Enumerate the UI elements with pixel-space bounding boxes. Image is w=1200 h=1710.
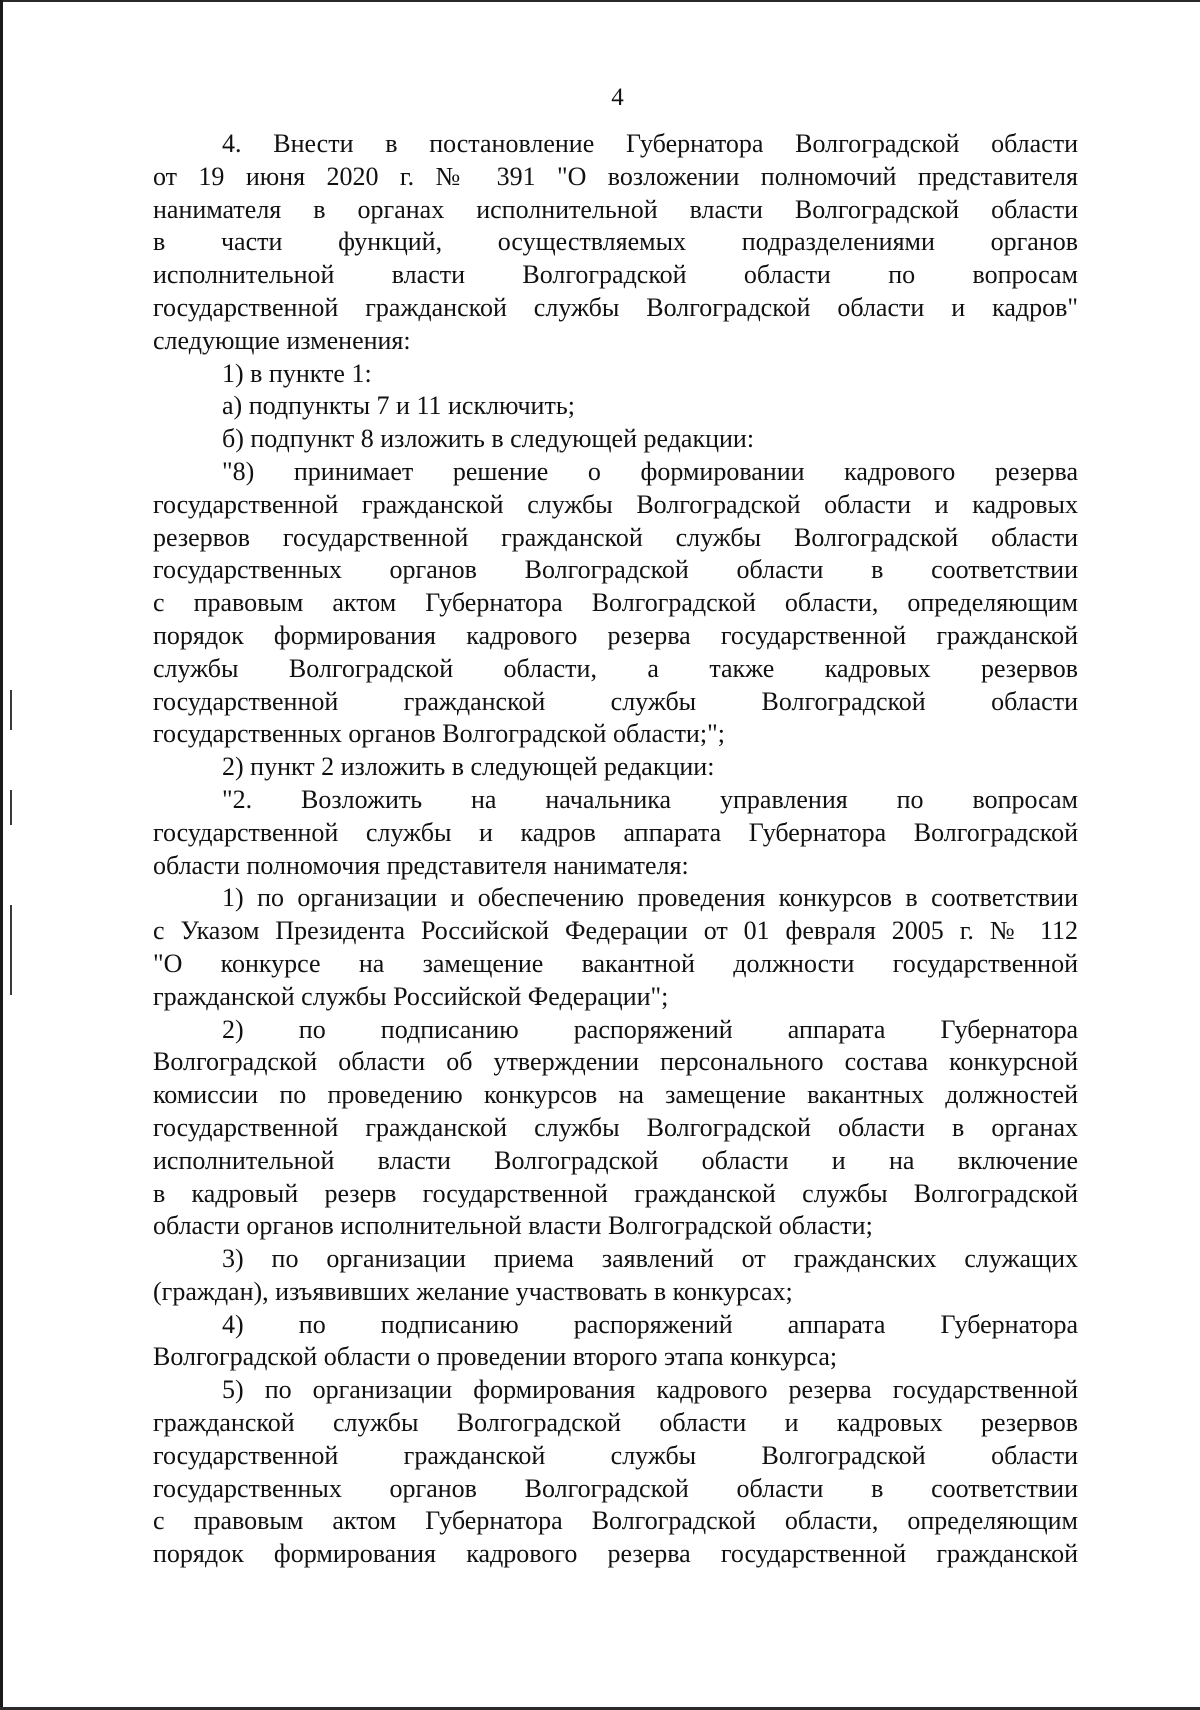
scan-artifact: [10, 905, 12, 995]
scan-edge-left: [0, 0, 3, 1710]
paragraph-line: исполнительной власти Волгоградской области и на включение: [153, 1145, 1078, 1175]
page-number: 4: [611, 84, 624, 111]
paragraph-line: порядок формирования кадрового резерва государственной гражданской: [153, 1539, 1078, 1569]
paragraph-line: 1) в пункте 1:: [222, 358, 372, 388]
scan-edge-top: [0, 0, 1200, 2]
paragraph-line: с Указом Президента Российской Федерации от 01 февраля 2005 г. № 112: [153, 916, 1078, 946]
paragraph-line: государственных органов Волгоградской области;";: [153, 719, 725, 749]
paragraph-line: порядок формирования кадрового резерва государственной гражданской: [153, 620, 1078, 650]
paragraph-line: 5) по организации формирования кадрового резерва государственной: [222, 1375, 1078, 1405]
paragraph-line: 4) по подписанию распоряжений аппарата Губернатора: [222, 1309, 1078, 1339]
scan-artifact: [10, 790, 12, 825]
paragraph-line: с правовым актом Губернатора Волгоградской области, определяющим: [153, 588, 1078, 618]
paragraph-line: исполнительной власти Волгоградской области по вопросам: [153, 260, 1078, 290]
paragraph-line: б) подпункт 8 изложить в следующей редакции:: [222, 424, 755, 454]
paragraph-line: государственной гражданской службы Волгоградской области в органах: [153, 1112, 1078, 1142]
paragraph-line: 4. Внести в постановление Губернатора Волгоградской области: [222, 129, 1078, 158]
document-body: [153, 128, 1078, 1571]
paragraph-line: государственной гражданской службы Волгоградской области: [153, 686, 1078, 716]
paragraph-line: Волгоградской области о проведении второго этапа конкурса;: [153, 1342, 838, 1372]
paragraph-line: (граждан), изъявивших желание участвовать в конкурсах;: [153, 1276, 793, 1306]
paragraph-line: комиссии по проведению конкурсов на замещение вакантных должностей: [153, 1080, 1078, 1110]
paragraph-line: 2) по подписанию распоряжений аппарата Губернатора: [222, 1014, 1078, 1044]
paragraph-line: в части функций, осуществляемых подразделениями органов: [153, 227, 1078, 257]
paragraph-line: государственных органов Волгоградской области в соответствии: [153, 555, 1078, 585]
paragraph-line: 3) по организации приема заявлений от гражданских служащих: [222, 1244, 1078, 1274]
paragraph-line: государственной службы и кадров аппарата Губернатора Волгоградской: [153, 817, 1078, 847]
paragraph-line: "2. Возложить на начальника управления по вопросам: [222, 784, 1078, 814]
scan-artifact: [10, 690, 12, 730]
paragraph-line: службы Волгоградской области, а также кадровых резервов: [153, 653, 1078, 683]
paragraph-line: нанимателя в органах исполнительной власти Волгоградской области: [153, 194, 1078, 224]
paragraph-line: 2) пункт 2 изложить в следующей редакции:: [222, 752, 715, 782]
paragraph-line: гражданской службы Волгоградской области и кадровых резервов: [153, 1408, 1078, 1438]
paragraph-line: государственной гражданской службы Волгоградской области: [153, 1440, 1078, 1470]
paragraph-line: гражданской службы Российской Федерации";: [153, 981, 669, 1011]
paragraph-line: Волгоградской области об утверждении персонального состава конкурсной: [153, 1047, 1078, 1077]
paragraph-line: государственной гражданской службы Волгоградской области и кадровых: [153, 489, 1078, 519]
paragraph-line: а) подпункты 7 и 11 исключить;: [222, 391, 575, 421]
paragraph-line: в кадровый резерв государственной гражданской службы Волгоградской: [153, 1178, 1078, 1208]
paragraph-line: "О конкурсе на замещение вакантной должности государственной: [153, 948, 1078, 978]
paragraph-line: от 19 июня 2020 г. № 391 "О возложении полномочий представителя: [153, 161, 1078, 191]
paragraph-line: "8) принимает решение о формировании кадрового резерва: [222, 456, 1078, 486]
paragraph-line: следующие изменения:: [153, 325, 411, 355]
paragraph-line: области органов исполнительной власти Волгоградской области;: [153, 1211, 873, 1241]
paragraph-line: государственных органов Волгоградской области в соответствии: [153, 1473, 1078, 1503]
paragraph-line: государственной гражданской службы Волгоградской области и кадров": [153, 292, 1078, 322]
paragraph-line: с правовым актом Губернатора Волгоградской области, определяющим: [153, 1506, 1078, 1536]
paragraph-line: резервов государственной гражданской службы Волгоградской области: [153, 522, 1078, 552]
paragraph-line: 1) по организации и обеспечению проведения конкурсов в соответствии: [222, 883, 1078, 913]
paragraph-line: области полномочия представителя нанимателя:: [153, 850, 689, 880]
